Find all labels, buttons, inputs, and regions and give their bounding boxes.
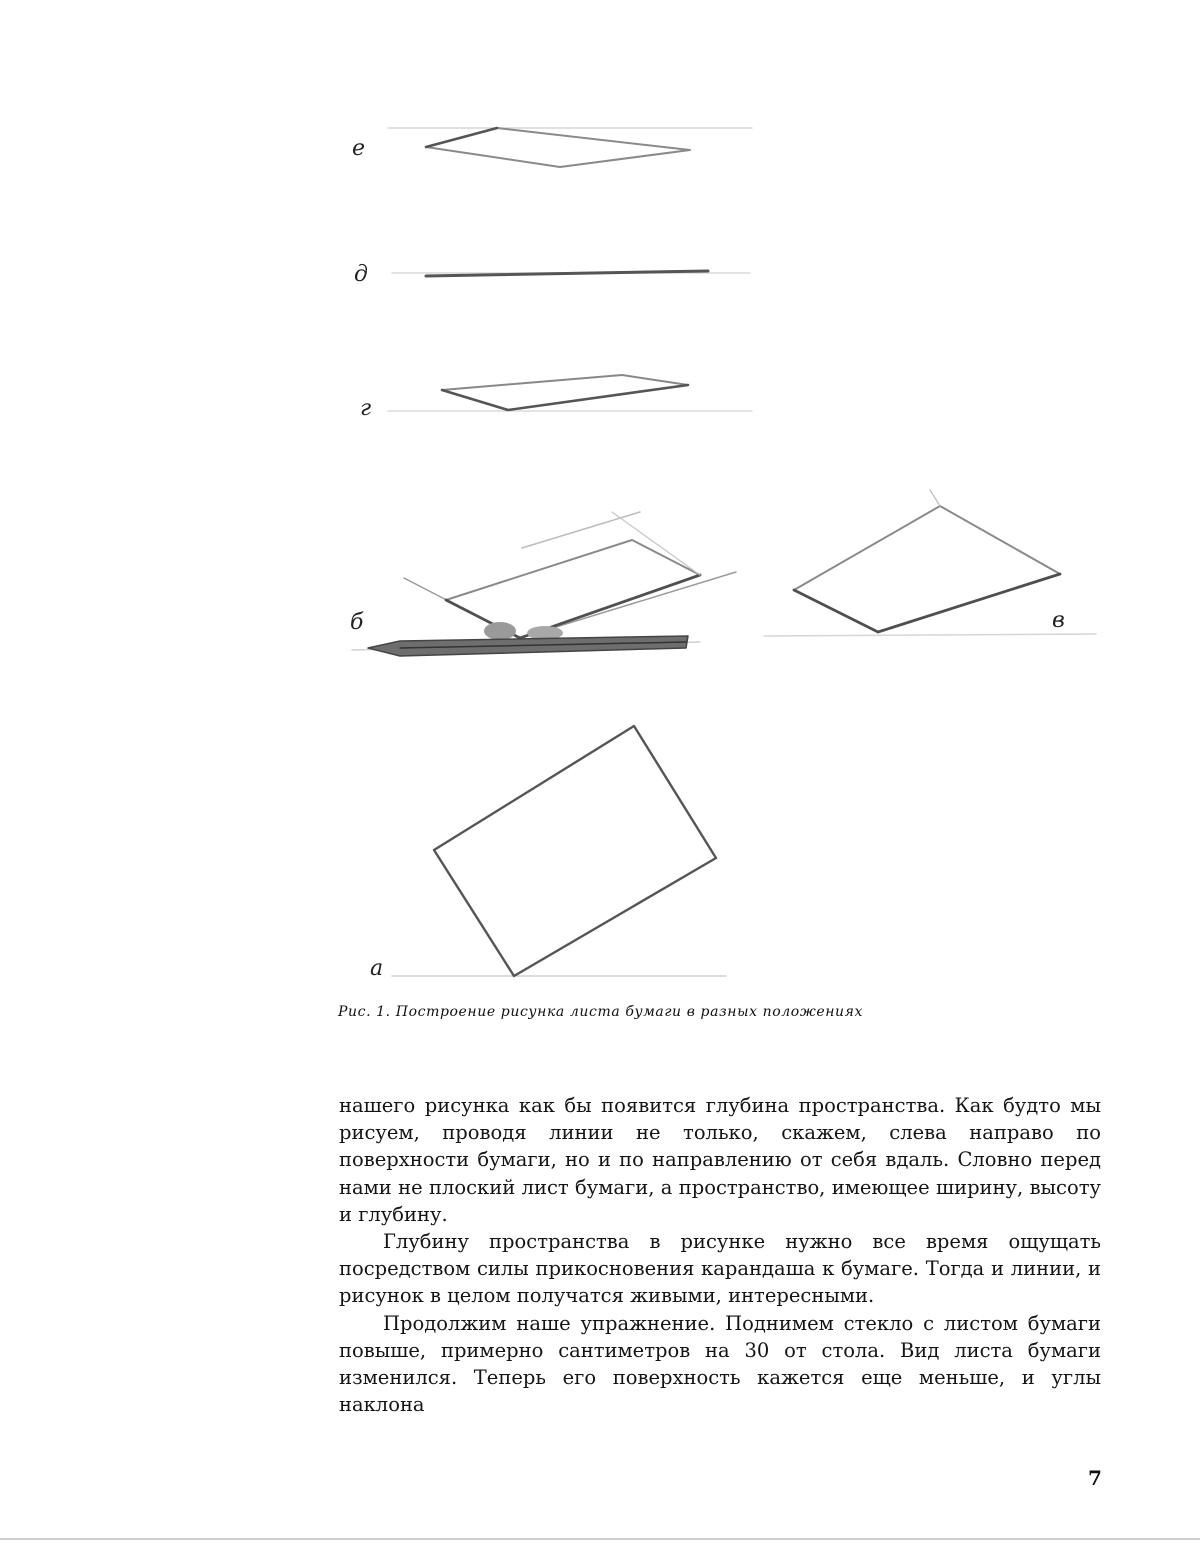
body-text xyxy=(339,1092,1101,1418)
label-b: б xyxy=(350,610,364,635)
paragraph-3: Продолжим наше упражнение. Поднимем стекло с листом бумаги повыше, примерно сантиметров на 30 от стола. Вид листа бумаги изменился. Теперь его поверхность кажется еще меньше, и углы наклона xyxy=(339,1311,1101,1417)
sketch-g xyxy=(388,375,752,411)
label-v: в xyxy=(1052,608,1065,633)
sketch-a xyxy=(392,726,726,976)
paragraph-1: нашего рисунка как бы появится глубина пространства. Как будто мы рисуем, проводя линии не только, скажем, слева направо по поверхности бумаги, но и по направлению от себя вдаль. Словно перед нами не плоский лист бумаги, а пространство, имеющее ширину, высоту и глубину. xyxy=(339,1094,1101,1226)
sketch-v xyxy=(764,490,1096,636)
sketch-e xyxy=(388,128,752,167)
label-g: г xyxy=(360,396,372,421)
label-e: е xyxy=(352,136,366,161)
sketch-d xyxy=(392,271,750,276)
page-bottom-edge xyxy=(0,1538,1200,1540)
figure-caption: Рис. 1. Построение рисунка листа бумаги в разных положениях xyxy=(338,1004,864,1020)
label-a: а xyxy=(370,956,384,981)
page-number: 7 xyxy=(1088,1466,1102,1490)
paragraph-2: Глубину пространства в рисунке нужно все время ощущать посредством силы прикосновения карандаша к бумаге. Тогда и линии, и рисунок в целом получатся живыми, интересными. xyxy=(339,1230,1101,1308)
label-d: д xyxy=(354,262,368,287)
sketch-b xyxy=(352,512,736,656)
